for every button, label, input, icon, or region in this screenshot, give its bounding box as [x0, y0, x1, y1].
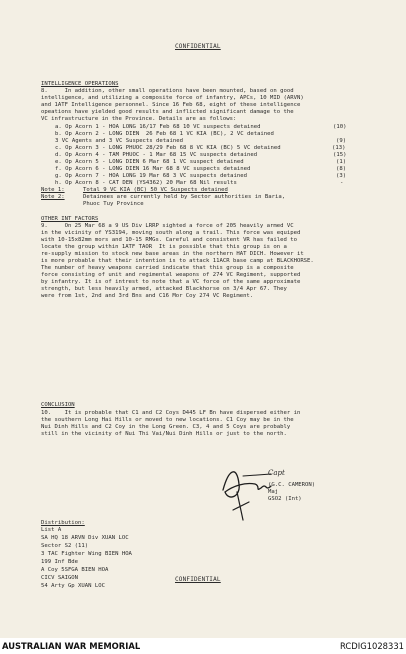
conclusion-line-1: 10. It is probable that C1 and C2 Coys D445 LF Bn have dispersed either in: [41, 410, 301, 416]
op-count-g: (3): [336, 173, 347, 179]
note-1-label: Note 1:: [41, 187, 65, 193]
handwritten-signature: [215, 462, 305, 522]
op-count-f: (8): [336, 166, 347, 172]
conclusion-heading: CONCLUSION: [41, 402, 75, 408]
op-count-h: -: [340, 180, 344, 186]
footer-record-id: RCDIG1028331: [340, 641, 404, 651]
distribution-item: A Coy 5SFGA BIEN HOA: [41, 567, 109, 573]
op-count-d: (15): [333, 152, 347, 158]
distribution-item: 199 Inf Bde: [41, 559, 79, 565]
op-item-b-cont: 3 VC Agents and 3 VC Suspects detained: [55, 138, 183, 144]
intel-ops-heading: INTELLIGENCE OPERATIONS: [41, 81, 119, 87]
intel-ops-line-5: VC infrastructure in the Province. Details are as follows:: [41, 116, 237, 122]
note-1-text: Total 9 VC KIA (BC) 50 VC Suspects detained: [83, 187, 228, 193]
classification-bottom: CONFIDENTIAL: [175, 576, 221, 583]
intel-ops-line-1: 8. In addition, other small operations have been mounted, based on good: [41, 88, 294, 94]
archive-footer: [0, 638, 406, 654]
distribution-item: Sector S2 (11): [41, 543, 89, 549]
op-count-b: (9): [336, 138, 347, 144]
signature-post: GSO2 (Int): [268, 496, 302, 502]
op-item-b: b. Op Acorn 2 - LONG DIEN 26 Feb 68 1 VC KIA (BC), 2 VC detained: [55, 131, 274, 137]
intel-ops-line-2: intelligence, and utilizing a composite force of infantry, APCs, 10 MID (ARVN): [41, 95, 304, 101]
classification-top: CONFIDENTIAL: [175, 43, 221, 50]
op-count-a: (10): [333, 124, 347, 130]
other-factors-line-1: 9. On 25 Mar 68 a 9 US Div LRRP sighted a force of 205 heavily armed VC: [41, 223, 294, 229]
op-count-c: (13): [332, 145, 346, 151]
op-item-f: f. Op Acorn 6 - LONG DIEN 16 Mar 68 8 VC suspects detained: [55, 166, 251, 172]
op-count-e: (1): [336, 159, 347, 165]
note-2-line-2: Phuoc Tuy Province: [83, 201, 144, 207]
other-factors-line-8: force consisting of unit and regimental weapons of 274 VC Regiment, supported: [41, 272, 301, 278]
other-factors-line-2: in the vicinity of YS3194, moving south along a trail. This force was equiped: [41, 230, 301, 236]
distribution-heading: Distribution:: [41, 520, 85, 526]
distribution-item: CICV SAIGON: [41, 575, 79, 581]
signature-rank: Maj: [268, 489, 279, 495]
other-factors-line-11: were from 1st, 2nd and 3rd Bns and C16 Mor Coy 274 VC Regiment.: [41, 293, 254, 299]
op-item-h: h. Op Acorn 8 - CAT DEN (YS4362) 20 Mar 68 Nil results: [55, 180, 237, 186]
op-item-d: d. Op Acorn 4 - TAM PHUOC - 1 Mar 68 15 VC suspects detained: [55, 152, 258, 158]
conclusion-line-3: Nui Dinh Hills and C2 Coy in the Long Green. C3, 4 and 5 Coys are probably: [41, 424, 291, 430]
op-item-e: e. Op Acorn 5 - LONG DIEN 6 Mar 68 1 VC suspect detained: [55, 159, 244, 165]
conclusion-line-2: the southern Long Hai Hills or moved to new locations. C1 Coy may be in the: [41, 417, 294, 423]
op-item-c: c. Op Acorn 3 - LONG PHUOC 28/29 Feb 68 8 VC KIA (BC) 5 VC detained: [55, 145, 281, 151]
op-item-a: a. Op Acorn 1 - HOA LONG 16/17 Feb 68 10 VC suspects detained: [55, 124, 261, 130]
other-factors-line-6: is more probable that their intention is to attack 11ACR base camp at BLACKHORSE.: [41, 258, 314, 264]
other-factors-heading: OTHER INT FACTORS: [41, 216, 99, 222]
note-2-label: Note 2:: [41, 194, 65, 200]
other-factors-line-3: with 10-15x82mm mors and 10-15 RMGs. Careful and consistent VR has failed to: [41, 237, 297, 243]
handwritten-rank: Capt: [268, 469, 285, 477]
signature-name: (G.C. CAMERON): [268, 482, 316, 488]
other-factors-line-9: by infantry. It is of intrest to note that a VC force of the same approximate: [41, 279, 301, 285]
other-factors-line-7: The number of heavy weapons carried indicate that this group is a composite: [41, 265, 294, 271]
distribution-item: 54 Arty Gp XUAN LOC: [41, 583, 105, 589]
intel-ops-line-4: opeations have yielded good results and inflicted significant damage to the: [41, 109, 294, 115]
other-factors-line-5: re-supply mission to stock new base areas in the northern HAT DICH. However it: [41, 251, 304, 257]
distribution-item: 3 TAC Fighter Wing BIEN HOA: [41, 551, 132, 557]
distribution-item: List A: [41, 527, 62, 533]
other-factors-line-10: strength, but less heavily armed, attacked Blackhorse on 3/4 Apr 67. They: [41, 286, 287, 292]
intel-ops-line-3: and 1ATF Intelligence personnel. Since 16 Feb 68, eight of these intelligence: [41, 102, 301, 108]
op-item-g: g. Op Acorn 7 - HOA LONG 19 Mar 68 3 VC suspects detained: [55, 173, 247, 179]
other-factors-line-4: locate the group within 1ATF TAOR It is possible that this group is on a: [41, 244, 287, 250]
distribution-item: SA HQ 18 ARVN Div XUAN LOC: [41, 535, 129, 541]
footer-source: AUSTRALIAN WAR MEMORIAL: [2, 641, 141, 651]
note-2-line-1: Detainees are currently held by Sector authorities in Baria,: [83, 194, 286, 200]
conclusion-line-4: still in the vicinity of Nui Thi Vai/Nui Dinh Hills or just to the north.: [41, 431, 287, 437]
